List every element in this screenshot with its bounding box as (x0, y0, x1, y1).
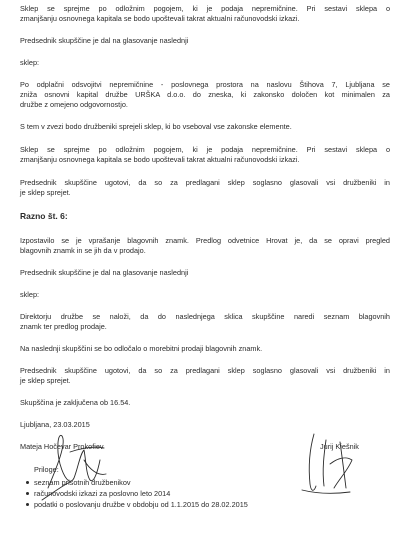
text-line: Predsednik skupščine je dal na glasovanje naslednji (20, 36, 189, 45)
text-line: Po odplačni odsvojitvi nepremičnine - poslovnega prostora na naslovu Štihova 7, Ljubljana se (20, 80, 390, 89)
text-line: znamk ter predlog prodaje. (20, 322, 107, 331)
signature-right (300, 430, 370, 500)
text-line: Sklep se sprejme po odložnim pogojem, ki je podaja nepremičnine. Pri sestavi sklepa o (20, 4, 390, 13)
signer-left-name: Mateja Hočevar Prokofiev (20, 442, 104, 451)
text-line: je sklep sprejet. (20, 188, 71, 197)
text-line: družbe z omejeno odgovornostjo. (20, 100, 128, 109)
closing-note: Skupščina je zaključena ob 16.54. (20, 398, 131, 407)
signer-right-name: Jurij Kiešnik (320, 442, 359, 451)
text-line: Na naslednji skupščini se bo odločalo o morebitni prodaji blagovnih znamk. (20, 344, 263, 353)
text-line: blagovnih znamk in se jih da v prodajo. (20, 246, 146, 255)
list-item: računovodski izkazi za poslovno leto 2014 (34, 489, 171, 498)
text-line: zmanjšanju osnovnega kapitala se bodo upoštevali takrat aktualni računovodski izkazi. (20, 14, 300, 23)
text-line: Sklep se sprejme po odložnim pogojem, ki je podaja nepremičnine. Pri sestavi sklepa o (20, 145, 390, 154)
text-line: zniža osnovni kapital družbe URŠKA d.o.o. do zneska, ki zakonsko določen kot minimalen za (20, 90, 390, 99)
text-line: sklep: (20, 58, 40, 67)
text-line: Direktorju družbe se naloži, da do naslednjega sklica skupščine naredi seznam blagovnih (20, 312, 390, 321)
section-heading: Razno št. 6: (20, 211, 68, 221)
list-item: podatki o poslovanju družbe v obdobju od 1.1.2015 do 28.02.2015 (34, 500, 248, 509)
text-line: sklep: (20, 290, 40, 299)
text-line: je sklep sprejet. (20, 376, 71, 385)
text-line: Izpostavilo se je vprašanje blagovnih znamk. Predlog odvetnice Hrovat je, da se opravi pregled (20, 236, 390, 245)
list-item: seznam prisotnih družbenikov (34, 478, 131, 487)
text-line: Predsednik skupščine ugotovi, da so za predlagani sklep soglasno glasovali vsi družbeniki in (20, 178, 390, 187)
text-line: Predsednik skupščine ugotovi, da so za predlagani sklep soglasno glasovali vsi družbeniki in (20, 366, 390, 375)
text-line: S tem v zvezi bodo družbeniki sprejeli sklep, ki bo vseboval vse zakonske elemente. (20, 122, 292, 131)
place-date: Ljubljana, 23.03.2015 (20, 420, 90, 429)
text-line: Predsednik skupščine je dal na glasovanje naslednji (20, 268, 189, 277)
attachments-label: Priloge: (34, 465, 59, 474)
text-line: zmanjšanju osnovnega kapitala se bodo upoštevali takrat aktualni računovodski izkazi. (20, 155, 300, 164)
